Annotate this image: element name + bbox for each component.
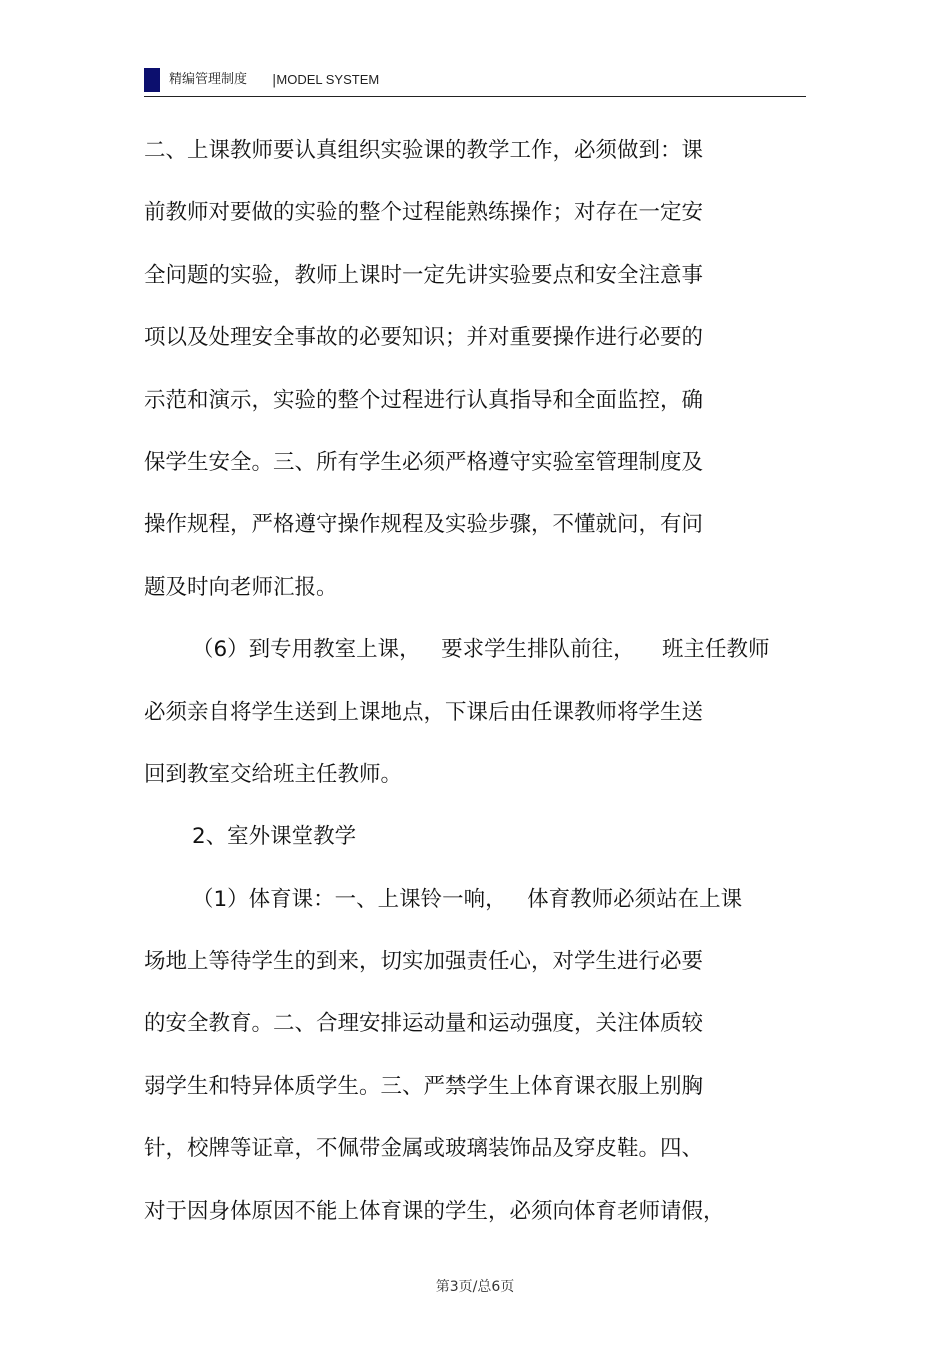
page-number: 第3页/总6页 — [435, 1279, 515, 1295]
header-separator: | — [272, 73, 277, 88]
text-line: 回到教室交给班主任教师。 — [144, 761, 403, 787]
text-line: 示范和演示，实验的整个过程进行认真指导和全面监控，确 — [144, 387, 704, 413]
text-line: 弱学生和特异体质学生。三、严禁学生上体育课衣服上别胸 — [144, 1073, 704, 1099]
text-line: 对于因身体原因不能上体育课的学生，必须向体育老师请假， — [144, 1198, 725, 1224]
logo-icon — [144, 68, 160, 92]
text-line: 的安全教育。二、合理安排运动量和运动强度，关注体质较 — [144, 1011, 704, 1037]
header-subtitle-group — [272, 72, 379, 89]
text-line: （1）体育课：一、上课铃一响， 体育教师必须站在上课 — [192, 886, 743, 912]
text-line: 保学生安全。三、所有学生必须严格遵守实验室管理制度及 — [144, 449, 704, 475]
text-line: 针，校牌等证章，不佩带金属或玻璃装饰品及穿皮鞋。四、 — [144, 1136, 704, 1162]
text-line: 题及时向老师汇报。 — [144, 574, 338, 600]
document-body — [144, 131, 814, 1254]
text-line: 前教师对要做的实验的整个过程能熟练操作；对存在一定安 — [144, 200, 704, 226]
section-heading: 2、室外课堂教学 — [192, 824, 357, 850]
text-line: 场地上等待学生的到来，切实加强责任心，对学生进行必要 — [144, 949, 704, 975]
header-subtitle: MODEL SYSTEM — [276, 72, 380, 87]
text-line: 操作规程，严格遵守操作规程及实验步骤，不懂就问，有问 — [144, 512, 704, 538]
text-line: 必须亲自将学生送到上课地点，下课后由任课教师将学生送 — [144, 699, 704, 725]
header-title: 精编管理制度 — [169, 72, 248, 87]
text-line: 二、上课教师要认真组织实验课的教学工作，必须做到：课 — [144, 138, 704, 163]
text-line: （6）到专用教室上课， 要求学生排队前往， 班主任教师 — [192, 637, 770, 663]
text-line: 项以及处理安全事故的必要知识；并对重要操作进行必要的 — [144, 325, 704, 351]
page-header — [144, 66, 806, 97]
text-line: 全问题的实验，教师上课时一定先讲实验要点和安全注意事 — [144, 262, 704, 288]
